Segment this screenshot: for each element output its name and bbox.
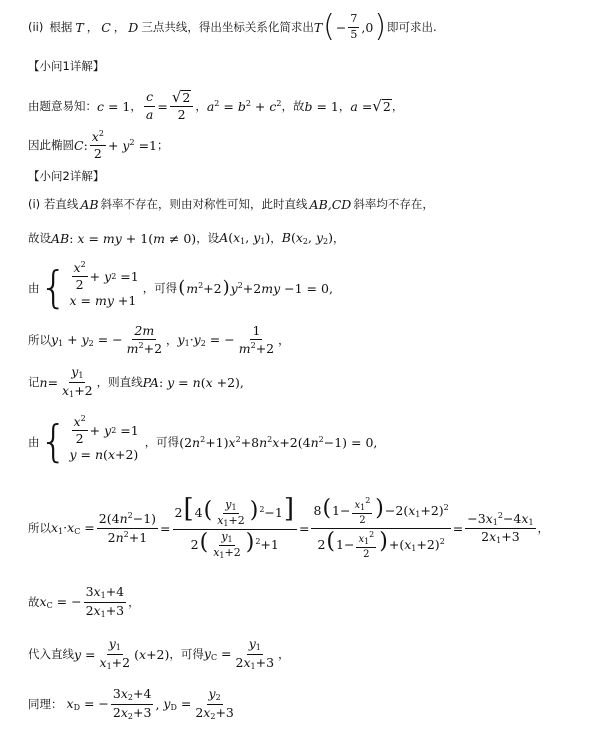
system-1: $\frac{x^2}{2}$ + y 2 =1 x = my +1 [69,259,139,308]
vieta-sep: ， [166,333,178,347]
case-lines-ab-cd: AB,CD [309,196,352,212]
yc-line: 代入直线 y = $\frac{y_1}{x_1+2}$ (x+2) ，可得 $y_C$ = $\frac{y_1}{2x_1+3}$ ， [28,636,290,671]
similar-line: 同理： $x_D$ = − $\frac{3x_2+4}{2x_2+3}$ , $y_D$ = $\frac{y_2}{2x_2+3}$ [28,686,234,721]
product-frac-2: 2[4( $\frac{y_1}{x_1+2}$ )$^2$−1] 2( $\frac{y_1}{x_1+2}$ )$^2$+1 [173,496,297,561]
slope-text-1: 记 [28,375,40,389]
system-2: $\frac{x^2}{2}$ + y 2 =1 y = n ( x +2) [69,413,139,462]
hint-sep-2: ， [113,20,126,34]
hint-line: (ii) 根据 T ， C ， D 三点共线，得出坐标关系化简求出 T ( − $\frac{7}{5}$ ,0 ) 即可求出. [28,9,437,44]
ellipse-text: 因此椭圆 [28,138,74,152]
system-2-result-text: ，可得 [144,435,180,449]
assume-end: ， [333,231,345,245]
case-text-2: 斜率不存在，则由对称性可知，此时直线 [100,197,308,211]
heading-part1: 【小问1详解】 [28,59,105,73]
given-sep-3: ， [338,99,351,113]
given-text-1: 由题意易知： [28,99,97,113]
given-sep-2: ， [195,99,207,113]
xc-text: 故 [28,595,40,609]
vieta-end: ， [278,333,290,347]
system-2-line: 由 { $\frac{x^2}{2}$ + y 2 =1 y = n ( x +2) ，可得 $(2n^2+1)x^2+8n^2x+2(4n^2-1) = 0$, [28,413,378,467]
system-1-result-text: ，可得 [142,281,178,295]
assume-sep: ， [270,231,282,245]
hint-text-1: 根据 [49,20,73,34]
vieta-text: 所以 [28,333,51,347]
system-1-text: 由 [28,281,40,295]
given-line: 由题意易知： c = 1 ， $\frac{c}{a}$ = √ 2 2 ， $a^2 = b^2 + c^2$ ，故 b = 1 ， a = √ 2 ， [28,87,404,122]
part-label: (ii) [28,20,44,34]
ellipse-line: 因此椭圆 C: $\frac{x^2}{2}$ + $y^2 =1$ ； [28,128,169,161]
product-frac-3: 8(1− $\frac{x_1^2}{2}$ )$-2(x_1+2)^2$ 2(1− $\frac{x_1^2}{2}$ )$+(x_1+2)^2$ [313,495,449,560]
yc-end: ， [278,647,290,661]
given-sep-1: ， [130,99,142,113]
yc-text-1: 代入直线 [28,647,74,661]
ellipse-end: ； [157,138,169,152]
case-line: (i) 若直线 AB 斜率不存在，则由对称性可知，此时直线 AB,CD 斜率均不存在， [28,196,434,212]
assume-text-1: 故设 [28,231,51,245]
hint-sep-1: ， [86,20,99,34]
assume-line: 故设 AB: x = my + 1(m ≠ 0) ，设 $A(x_1$, $y_1$) ， $B(x_2$, $y_2$) ， [28,230,345,246]
vieta-line: 所以 $y_1 + y_2$ = − $\frac{2m}{m^2+2}$ ， $y_1\cdot y_2$ = − $\frac{1}{m^2+2}$ ， [28,322,290,356]
case-text-1: (i) 若直线 [28,197,79,211]
system-1-line: 由 { $\frac{x^2}{2}$ + y 2 =1 x = my +1 ，可得 $(m^2+2)y^2+2my -1 = 0$, [28,259,333,313]
system-2-text: 由 [28,435,40,449]
xc-end: ， [128,595,140,609]
case-text-3: 斜率均不存在， [353,197,434,211]
slope-line: 记 n= $\frac{y_1}{x_1+2}$ ，则直线 PA: y = n(x +2), [28,364,244,399]
given-sep-4: ， [391,99,404,113]
heading-part2: 【小问2详解】 [28,169,105,183]
xc-line: 故 $x_C$ = − $\frac{3x_1+4}{2x_1+3}$ ， [28,584,140,619]
hint-text-3: 即可求出. [387,20,437,34]
given-text-2: ，故 [281,99,305,113]
yc-text-2: ，可得 [169,647,204,661]
hint-text-2: 三点共线，得出坐标关系化简求出 [141,20,314,34]
product-end: ， [537,521,550,535]
assume-text-2: ，设 [196,231,220,245]
similar-text: 同理： [28,697,63,711]
product-text: 所以 [28,521,51,535]
slope-text-2: ，则直线 [96,375,143,389]
product-line: 所以 $x_1\cdot x_C$ = $\frac{2(4n^2-1)}{2n^2+1}$ = 2[4( $\frac{y_1}{x_1+2}$ )$^2$−1] 2( $\frac{y_1}{x_1+2}$ )$^2$+1 = 8(1− $\frac{x_1^2}{2}$ )$-2(x_1+2)^2$ 2(1− $\frac{x_1^2}{2}$ )$+(x_1+2)^2$ = $\frac{-3x_1^2-4x_1}{2x_1+3}$ ， [28,493,550,561]
